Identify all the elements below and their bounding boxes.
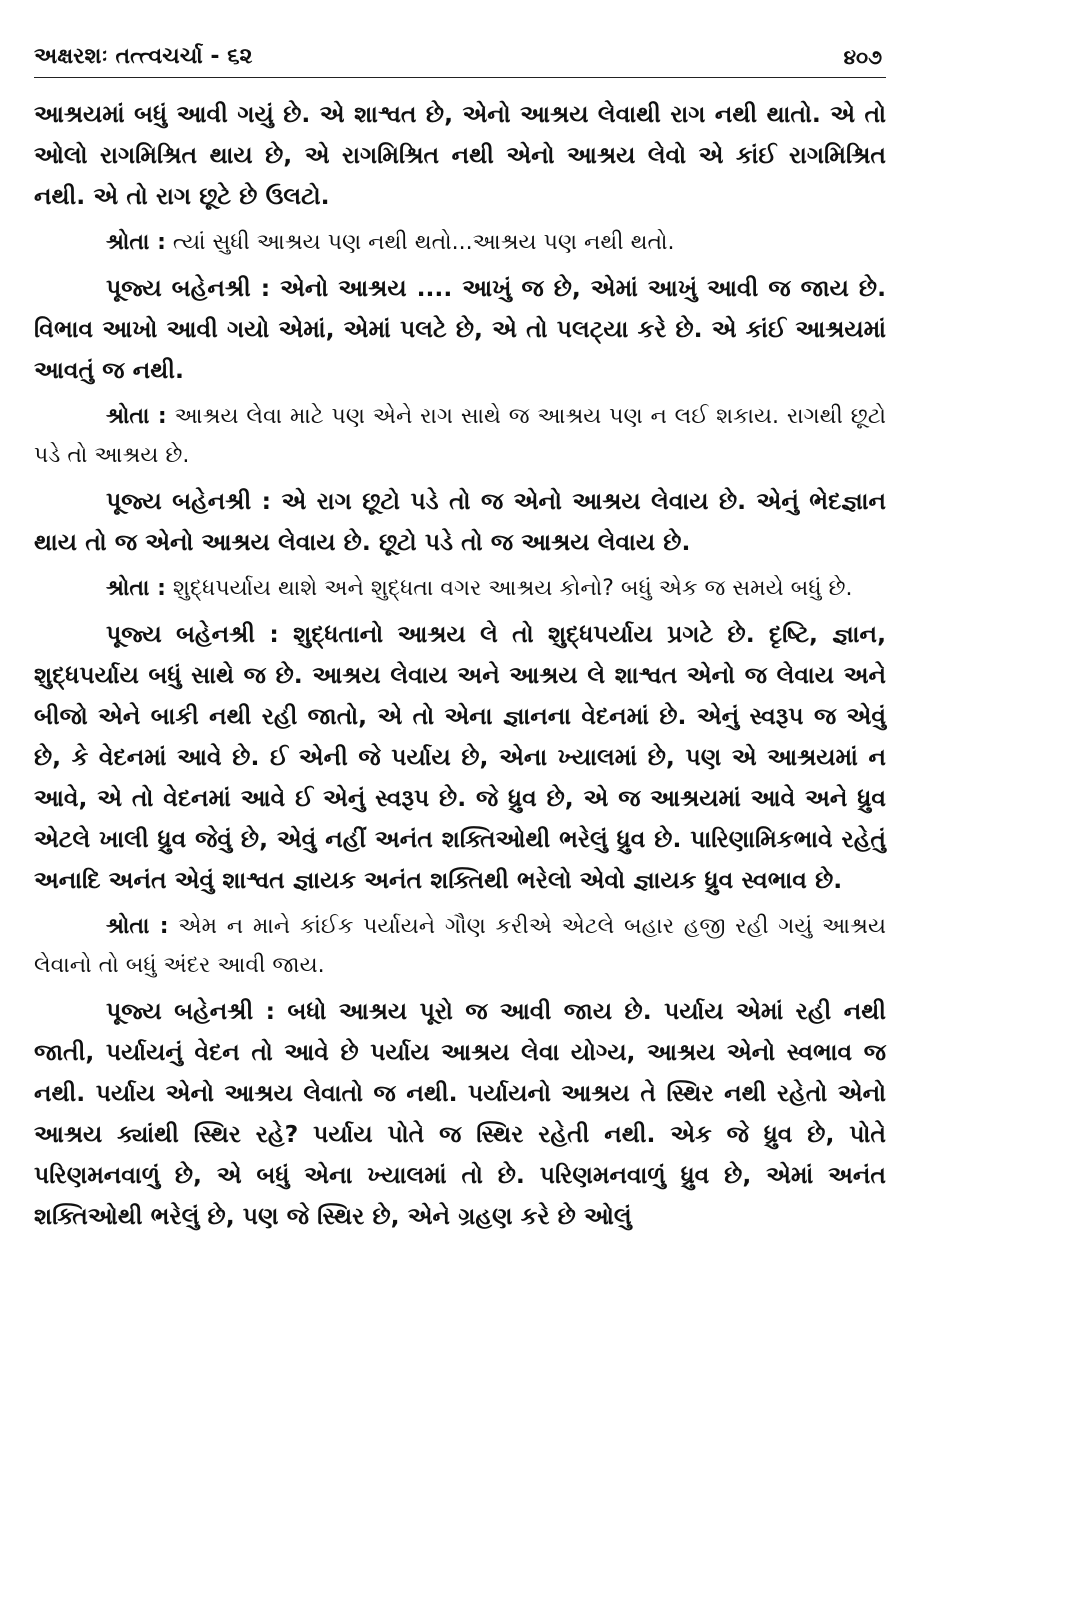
speaker-label: પૂજ્ય બહેનશ્રી : [106, 274, 271, 302]
paragraph-5 [34, 569, 886, 608]
page-number: ૪૦૭ [843, 45, 882, 69]
paragraph-2 [34, 268, 886, 391]
speaker-label: શ્રોતા : [106, 230, 166, 255]
paragraph-text: એનો આશ્રય .... આખું જ છે, એમાં આખું આવી જ જાય છે. વિભાવ આખો આવી ગયો એમાં, એમાં પલટે છે, એ તો પલટ્યા કરે છે. એ કાંઈ આશ્રયમાં આવતું જ નથી. [34, 274, 887, 384]
paragraph-3 [34, 397, 886, 475]
paragraph-text: એમ ન માને કાંઈક પર્યાયને ગૌણ કરીએ એટલે બહાર હજી રહી ગયું આશ્રય લેવાનો તો બધું અંદર આવી જાય. [34, 914, 886, 978]
speaker-label: પૂજ્ય બહેનશ્રી : [106, 487, 272, 515]
paragraph-text: આશ્રયમાં બધું આવી ગયું છે. એ શાશ્વત છે, એનો આશ્રય લેવાથી રાગ નથી થાતો. એ તો ઓલો રાગમિશ્રિત થાય છે, એ રાગમિશ્રિત નથી એનો આશ્રય લેવો એ કાંઈ રાગમિશ્રિત નથી. એ તો રાગ છૂટે છે ઉલટો. [34, 100, 886, 210]
speaker-label: પૂજ્ય બહેનશ્રી : [106, 997, 276, 1025]
paragraph-6 [34, 614, 886, 901]
speaker-label: શ્રોતા : [106, 404, 167, 429]
page-body [34, 78, 886, 1237]
paragraph-8 [34, 991, 886, 1237]
speaker-label: શ્રોતા : [106, 914, 169, 939]
paragraph-1 [34, 223, 886, 262]
paragraph-text: શુદ્ધપર્યાય થાશે અને શુદ્ધતા વગર આશ્રય કોનો? બધું એક જ સમયે બધું છે. [165, 576, 853, 601]
paragraph-7 [34, 907, 886, 985]
speaker-label: પૂજ્ય બહેનશ્રી : [106, 620, 279, 648]
paragraph-text: બધો આશ્રય પૂરો જ આવી જાય છે. પર્યાય એમાં રહી નથી જાતી, પર્યાયનું વેદન તો આવે છે પર્યાય આશ્રય લેવા યોગ્ય, આશ્રય એનો સ્વભાવ જ નથી. પર્યાય એનો આશ્રય લેવાતો જ નથી. પર્યાયનો આશ્રય તે સ્થિર નથી રહેતો એનો આશ્રય ક્યાંથી સ્થિર રહે? પર્યાય પોતે જ સ્થિર રહેતી નથી. એક જે ધ્રુવ છે, પોતે પરિણમનવાળું છે, એ બધું એના ખ્યાલમાં તો છે. પરિણમનવાળું ધ્રુવ છે, એમાં અનંત શક્તિઓથી ભરેલું છે, પણ જે સ્થિર છે, એને ગ્રહણ કરે છે ઓલું [34, 997, 886, 1230]
speaker-label: શ્રોતા : [106, 576, 166, 601]
header-title: અક્ષરશઃ તત્ત્વચર્ચા - ૬૨ [34, 44, 253, 69]
paragraph-text: શુદ્ધતાનો આશ્રય લે તો શુદ્ધપર્યાય પ્રગટે છે. દૃષ્ટિ, જ્ઞાન, શુદ્ધપર્યાય બધું સાથે જ છે. આશ્રય લેવાય અને આશ્રય લે શાશ્વત એનો જ લેવાય અને બીજો એને બાકી નથી રહી જાતો, એ તો એના જ્ઞાનના વેદનમાં છે. એનું સ્વરૂપ જ એવું છે, કે વેદનમાં આવે છે. ઈ એની જે પર્યાય છે, એના ખ્યાલમાં છે, પણ એ આશ્રયમાં ન આવે, એ તો વેદનમાં આવે ઈ એનું સ્વરૂપ છે. જે ધ્રુવ છે, એ જ આશ્રયમાં આવે અને ધ્રુવ એટલે ખાલી ધ્રુવ જેવું છે, એવું નહીં અનંત શક્તિઓથી ભરેલું ધ્રુવ છે. પારિણામિકભાવે રહેતું અનાદિ અનંત એવું શાશ્વત જ્ઞાયક અનંત શક્તિથી ભરેલો એવો જ્ઞાયક ધ્રુવ સ્વભાવ છે. [34, 620, 886, 894]
running-header [34, 42, 886, 78]
paragraph-text: એ રાગ છૂટો પડે તો જ એનો આશ્રય લેવાય છે. એનું ભેદજ્ઞાન થાય તો જ એનો આશ્રય લેવાય છે. છૂટો પડે તો જ આશ્રય લેવાય છે. [34, 487, 886, 556]
paragraph-text: આશ્રય લેવા માટે પણ એને રાગ સાથે જ આશ્રય પણ ન લઈ શકાય. રાગથી છૂટો પડે તો આશ્રય છે. [34, 404, 886, 468]
paragraph-text: ત્યાં સુધી આશ્રય પણ નથી થતો...આશ્રય પણ નથી થતો. [165, 230, 675, 255]
paragraph-4 [34, 481, 886, 563]
paragraph-0 [34, 94, 886, 217]
